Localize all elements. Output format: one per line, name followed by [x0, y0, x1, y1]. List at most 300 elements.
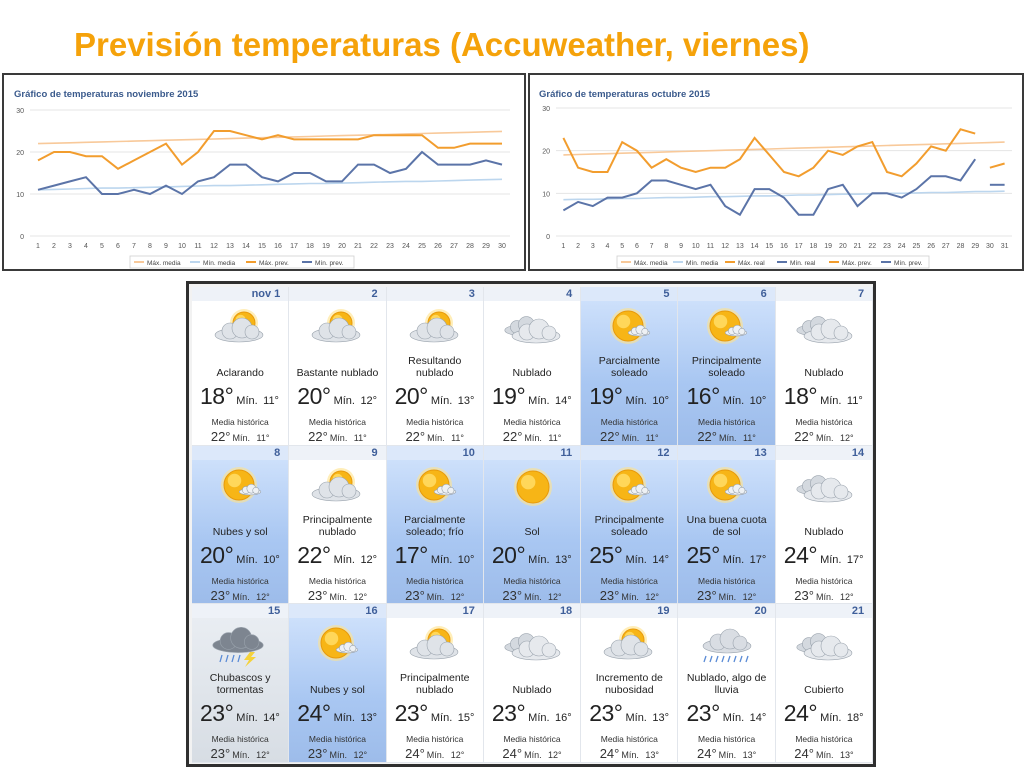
- day-number: 20: [754, 605, 767, 618]
- low-temp-label: Mín.: [430, 553, 453, 566]
- hist-low: 12°: [353, 591, 368, 602]
- x-tick-label: 26: [927, 243, 935, 250]
- day-number: 19: [657, 605, 670, 618]
- hist-high: 22°: [210, 429, 231, 444]
- low-temp: 13°: [360, 712, 378, 725]
- x-tick-label: 25: [912, 243, 921, 250]
- hist-high: 22°: [405, 429, 426, 444]
- historical-temps: [581, 587, 677, 605]
- historical-temps: [678, 428, 774, 446]
- low-temp-label: Mín.: [333, 395, 355, 407]
- series-line-4: [990, 164, 1005, 168]
- x-tick-label: 25: [418, 243, 426, 250]
- low-temp: 14°: [263, 712, 280, 725]
- temperature-row: [589, 700, 669, 727]
- series-line-3: [563, 159, 975, 215]
- historical-label: Media histórica: [406, 417, 464, 427]
- cloudy-icon: [790, 305, 860, 351]
- condition-text: [680, 508, 772, 538]
- x-tick-label: 29: [482, 243, 490, 250]
- day-number: 6: [760, 288, 767, 300]
- historical-label: Media histórica: [503, 734, 561, 745]
- high-temp: 24°: [783, 541, 818, 568]
- condition-text: [583, 349, 675, 379]
- condition-text: [389, 508, 481, 538]
- condition-text: [680, 666, 772, 696]
- hist-low: 12°: [839, 591, 854, 602]
- x-tick-label: 11: [706, 243, 715, 250]
- low-temp: 12°: [360, 553, 378, 566]
- hist-low: 13°: [645, 750, 659, 761]
- condition-text: [194, 666, 286, 696]
- chart-panel-noviembre: [2, 73, 526, 271]
- legend-label: Mín. prev.: [315, 260, 344, 267]
- x-tick-label: 24: [402, 243, 410, 250]
- x-tick-label: 10: [178, 243, 186, 250]
- historical-temps: [776, 745, 872, 763]
- historical-label: Media histórica: [308, 575, 367, 586]
- x-tick-label: 10: [691, 243, 700, 250]
- hist-low: 11°: [353, 433, 367, 443]
- low-temp: 17°: [749, 553, 767, 566]
- condition-label: Aclarando: [216, 367, 264, 379]
- legend-label: Mín. media: [203, 260, 236, 267]
- day-number: nov 1: [251, 288, 281, 300]
- condition-text: [778, 349, 870, 379]
- day-number: 14: [851, 446, 865, 459]
- hist-min-label: Mín.: [719, 433, 737, 443]
- x-tick-label: 23: [883, 243, 891, 250]
- hist-min-label: Mín.: [329, 433, 348, 443]
- partly-cloudy-icon: [303, 305, 373, 351]
- temperature-row: [200, 383, 279, 410]
- low-temp-label: Mín.: [528, 553, 550, 566]
- hist-low: 12°: [450, 591, 465, 602]
- hist-min-label: Mín.: [815, 750, 834, 761]
- x-tick-label: 27: [941, 243, 950, 250]
- condition-text: [291, 666, 383, 696]
- hist-high: 24°: [697, 746, 717, 762]
- high-temp: 23°: [686, 700, 720, 727]
- temperature-row: [395, 542, 475, 569]
- forecast-day-8[interactable]: [192, 446, 289, 605]
- day-number: 16: [365, 605, 378, 618]
- hist-high: 23°: [697, 587, 717, 603]
- hist-low: 11°: [548, 433, 562, 443]
- day-number: 15: [268, 605, 281, 618]
- historical-label: Media histórica: [795, 734, 853, 745]
- day-number: 13: [754, 446, 767, 459]
- forecast-day-17[interactable]: [387, 604, 484, 763]
- forecast-day-12[interactable]: [581, 446, 678, 605]
- series-line-2: [38, 131, 502, 169]
- condition-text: [389, 666, 481, 696]
- sun-cloud-icon: [206, 464, 276, 510]
- x-tick-label: 22: [370, 243, 378, 250]
- historical-temps: [776, 587, 872, 605]
- chart-title: Gráfico de temperaturas noviembre 2015: [14, 89, 199, 100]
- hist-high: 24°: [405, 746, 425, 762]
- condition-label: Principalmente soleado: [691, 355, 762, 379]
- forecast-day-13[interactable]: [678, 446, 775, 605]
- historical-temps: [776, 428, 872, 446]
- hist-min-label: Mín.: [815, 591, 834, 602]
- x-tick-label: 14: [242, 243, 250, 250]
- high-temp: 20°: [200, 541, 234, 568]
- hist-high: 22°: [697, 429, 717, 444]
- day-number: 7: [857, 288, 865, 300]
- day-number: 2: [371, 288, 378, 300]
- low-temp-label: Mín.: [625, 712, 647, 725]
- x-tick-label: 3: [68, 243, 72, 250]
- hist-low: 12°: [256, 750, 270, 761]
- low-temp-label: Mín.: [430, 395, 453, 407]
- temperature-row: [200, 542, 280, 569]
- storm-icon: [206, 622, 276, 668]
- temperature-row: [200, 700, 280, 727]
- x-tick-label: 13: [226, 243, 234, 250]
- condition-text: [680, 349, 772, 379]
- hist-low: 11°: [451, 433, 465, 443]
- x-tick-label: 16: [274, 243, 282, 250]
- x-tick-label: 17: [794, 243, 803, 250]
- low-temp-label: Mín.: [722, 395, 745, 407]
- hist-min-label: Mín.: [232, 433, 251, 443]
- forecast-day-4[interactable]: [484, 287, 581, 446]
- y-tick-label: 10: [16, 192, 24, 199]
- temperature-row: [589, 542, 669, 569]
- high-temp: 24°: [297, 700, 331, 727]
- historical-label: Media histórica: [600, 734, 658, 745]
- high-temp: 24°: [783, 700, 818, 727]
- x-tick-label: 15: [258, 243, 266, 250]
- hist-low: 12°: [353, 750, 368, 761]
- temperature-row: [784, 542, 864, 569]
- historical-temps: [387, 587, 483, 605]
- hist-high: 23°: [794, 587, 814, 603]
- legend-label: Máx. media: [147, 260, 181, 267]
- high-temp: 23°: [200, 700, 234, 727]
- hist-low: 11°: [742, 433, 756, 443]
- low-temp: 18°: [846, 712, 864, 725]
- sun-cloud-icon: [692, 464, 762, 510]
- forecast-day-11[interactable]: [484, 446, 581, 605]
- low-temp: 14°: [555, 395, 572, 407]
- condition-text: [486, 349, 578, 379]
- hist-high: 22°: [794, 429, 814, 444]
- day-number: 10: [462, 446, 475, 459]
- low-temp: 14°: [749, 712, 767, 725]
- low-temp: 13°: [555, 553, 572, 566]
- historical-temps: [192, 745, 288, 763]
- chart-octubre: [530, 75, 1022, 269]
- historical-label: Media histórica: [503, 417, 561, 427]
- high-temp: 22°: [297, 541, 331, 568]
- x-tick-label: 11: [194, 243, 202, 250]
- high-temp: 23°: [394, 700, 428, 727]
- high-temp: 23°: [589, 700, 623, 727]
- legend-label: Mín. prev.: [894, 260, 923, 267]
- hist-min-label: Mín.: [426, 750, 445, 761]
- x-tick-label: 21: [354, 243, 362, 250]
- forecast-day-6[interactable]: [678, 287, 775, 446]
- temperature-row: [297, 542, 377, 569]
- temperature-row: [589, 383, 669, 410]
- hist-high: 24°: [599, 746, 620, 762]
- low-temp: 10°: [263, 553, 280, 566]
- y-tick-label: 0: [20, 234, 24, 241]
- historical-temps: [289, 587, 385, 605]
- partly-cloudy-icon: [303, 464, 373, 510]
- low-temp-label: Mín.: [528, 395, 550, 407]
- partly-cloudy-icon: [401, 622, 471, 668]
- forecast-day-2[interactable]: [289, 287, 386, 446]
- forecast-day-7[interactable]: [776, 287, 873, 446]
- high-temp: 20°: [297, 383, 331, 409]
- low-temp-label: Mín.: [528, 712, 550, 725]
- hist-min-label: Mín.: [621, 433, 640, 443]
- historical-temps: [387, 428, 483, 446]
- historical-temps: [484, 745, 580, 763]
- x-tick-label: 29: [971, 243, 980, 250]
- forecast-day-15[interactable]: [192, 604, 289, 763]
- legend-label: Máx. prev.: [842, 260, 872, 267]
- low-temp: 11°: [263, 395, 279, 407]
- historical-label: Media histórica: [698, 417, 756, 427]
- x-tick-label: 28: [956, 243, 965, 250]
- historical-label: Media histórica: [795, 575, 853, 586]
- temperature-row: [297, 700, 377, 727]
- day-number: 3: [468, 288, 475, 300]
- hist-high: 23°: [599, 587, 620, 603]
- x-tick-label: 24: [897, 243, 906, 250]
- historical-label: Media histórica: [406, 575, 464, 586]
- hist-min-label: Mín.: [524, 433, 542, 443]
- condition-text: [778, 508, 870, 538]
- x-tick-label: 6: [116, 243, 120, 250]
- hist-min-label: Mín.: [718, 591, 737, 602]
- hist-high: 22°: [502, 429, 523, 444]
- x-tick-label: 8: [664, 243, 669, 250]
- historical-temps: [678, 587, 774, 605]
- condition-label: Principalmente nublado: [302, 513, 373, 538]
- historical-label: Media histórica: [211, 575, 269, 586]
- x-tick-label: 15: [765, 243, 774, 250]
- x-tick-label: 8: [148, 243, 152, 250]
- historical-label: Media histórica: [698, 734, 756, 745]
- historical-temps: [678, 745, 774, 763]
- y-tick-label: 0: [546, 234, 550, 241]
- x-tick-label: 1: [561, 243, 566, 250]
- condition-text: [486, 666, 578, 696]
- low-temp-label: Mín.: [820, 553, 842, 566]
- legend-label: Máx. prev.: [259, 260, 289, 267]
- hist-high: 23°: [210, 587, 231, 603]
- hist-min-label: Mín.: [815, 433, 834, 443]
- forecast-day-10[interactable]: [387, 446, 484, 605]
- hist-min-label: Mín.: [329, 750, 347, 761]
- forecast-calendar: [186, 281, 876, 767]
- historical-label: Media histórica: [600, 575, 658, 586]
- x-tick-label: 19: [322, 243, 330, 250]
- historical-temps: [484, 428, 580, 446]
- x-tick-label: 7: [649, 243, 654, 250]
- x-tick-label: 27: [450, 243, 458, 250]
- y-tick-label: 30: [16, 108, 24, 115]
- forecast-day-16[interactable]: [289, 604, 386, 763]
- x-tick-label: 12: [210, 243, 218, 250]
- x-tick-label: 14: [750, 243, 759, 250]
- high-temp: 18°: [200, 383, 234, 409]
- low-temp-label: Mín.: [820, 395, 842, 407]
- historical-label: Media histórica: [600, 417, 658, 427]
- day-number: 9: [371, 446, 378, 459]
- hist-high: 23°: [502, 587, 523, 603]
- partly-cloudy-icon: [595, 622, 665, 668]
- temperature-row: [492, 542, 572, 569]
- x-tick-label: 20: [338, 243, 346, 250]
- high-temp: 19°: [491, 383, 526, 409]
- hist-high: 23°: [307, 587, 328, 603]
- sun-icon: [498, 464, 568, 510]
- chart-panel-octubre: [528, 73, 1024, 271]
- x-tick-label: 9: [679, 243, 683, 250]
- condition-label: Principalmente soleado: [594, 513, 665, 538]
- hist-high: 22°: [600, 429, 620, 444]
- historical-temps: [289, 745, 385, 763]
- low-temp-label: Mín.: [625, 553, 647, 566]
- sun-cloud-icon: [595, 464, 665, 510]
- low-temp: 12°: [360, 395, 378, 407]
- hist-min-label: Mín.: [524, 591, 542, 602]
- hist-low: 12°: [548, 591, 562, 602]
- high-temp: 25°: [589, 541, 623, 568]
- legend-label: Máx. real: [738, 260, 765, 267]
- day-number: 17: [462, 605, 475, 618]
- hist-low: 11°: [645, 433, 659, 443]
- legend-label: Mín. real: [790, 260, 816, 267]
- condition-label: Nublado: [512, 684, 552, 697]
- day-number: 11: [560, 446, 573, 459]
- forecast-day-21[interactable]: [776, 604, 873, 763]
- high-temp: 20°: [491, 541, 526, 568]
- high-temp: 20°: [394, 383, 428, 409]
- sun-cloud-icon: [692, 305, 762, 351]
- forecast-day-3[interactable]: [387, 287, 484, 446]
- forecast-day-14[interactable]: [776, 446, 873, 605]
- historical-temps: [387, 745, 483, 763]
- forecast-day-5[interactable]: [581, 287, 678, 446]
- x-tick-label: 4: [605, 243, 610, 250]
- forecast-day-20[interactable]: [678, 604, 775, 763]
- day-number: 21: [851, 605, 865, 618]
- historical-temps: [581, 745, 677, 763]
- x-tick-label: 7: [132, 243, 136, 250]
- day-number: 12: [657, 446, 670, 459]
- cloudy-icon: [498, 305, 568, 351]
- condition-label: Nubes y sol: [212, 525, 268, 538]
- low-temp-label: Mín.: [236, 712, 258, 725]
- temperature-row: [492, 383, 572, 410]
- hist-min-label: Mín.: [329, 591, 347, 602]
- hist-high: 22°: [308, 429, 328, 444]
- partly-cloudy-icon: [206, 305, 276, 351]
- condition-text: [194, 508, 286, 538]
- x-tick-label: 2: [52, 243, 56, 250]
- hist-min-label: Mín.: [621, 750, 639, 761]
- chart-title: Gráfico de temperaturas octubre 2015: [539, 89, 711, 100]
- condition-label: Nublado, algo de lluvia: [686, 672, 767, 697]
- low-temp-label: Mín.: [333, 553, 355, 566]
- x-tick-label: 2: [576, 243, 581, 250]
- hist-min-label: Mín.: [232, 750, 250, 761]
- condition-label: Resultando nublado: [408, 355, 462, 379]
- low-temp: 10°: [652, 395, 669, 407]
- x-tick-label: 3: [590, 243, 595, 250]
- x-tick-label: 30: [498, 243, 506, 250]
- temperature-row: [297, 383, 377, 410]
- hist-high: 24°: [502, 746, 523, 762]
- low-temp-label: Mín.: [625, 395, 647, 407]
- low-temp: 11°: [846, 395, 863, 407]
- condition-label: Sol: [524, 525, 540, 538]
- x-tick-label: 12: [721, 243, 730, 250]
- condition-label: Nublado: [804, 525, 844, 538]
- temperature-row: [395, 700, 475, 727]
- x-tick-label: 1: [36, 243, 40, 250]
- forecast-day-1[interactable]: [192, 287, 289, 446]
- forecast-grid: [192, 287, 873, 763]
- historical-label: Media histórica: [698, 575, 756, 586]
- x-tick-label: 9: [164, 243, 168, 250]
- condition-text: [778, 666, 870, 696]
- hist-low: 11°: [256, 433, 270, 443]
- x-tick-label: 31: [1000, 243, 1009, 250]
- hist-high: 24°: [794, 746, 814, 762]
- low-temp: 14°: [652, 553, 669, 566]
- temperature-row: [395, 383, 475, 410]
- low-temp: 13°: [457, 395, 475, 407]
- x-tick-label: 6: [634, 243, 639, 250]
- hist-high: 23°: [405, 587, 425, 603]
- hist-min-label: Mín.: [427, 433, 445, 443]
- x-tick-label: 16: [780, 243, 788, 250]
- x-tick-label: 18: [809, 243, 818, 250]
- forecast-day-18[interactable]: [484, 604, 581, 763]
- forecast-day-9[interactable]: [289, 446, 386, 605]
- historical-label: Media histórica: [211, 417, 269, 427]
- hist-min-label: Mín.: [232, 591, 250, 602]
- hist-low: 12°: [645, 591, 659, 602]
- x-tick-label: 5: [100, 243, 104, 250]
- low-temp: 15°: [457, 712, 475, 725]
- historical-label: Media histórica: [406, 734, 464, 745]
- high-temp: 16°: [686, 383, 720, 409]
- condition-text: [486, 508, 578, 538]
- forecast-day-19[interactable]: [581, 604, 678, 763]
- high-temp: 23°: [491, 700, 526, 727]
- y-tick-label: 10: [542, 191, 550, 199]
- low-temp: 17°: [846, 553, 864, 566]
- historical-temps: [192, 587, 288, 605]
- historical-temps: [484, 587, 580, 605]
- hist-min-label: Mín.: [621, 591, 639, 602]
- condition-label: Chubascos y tormentas: [209, 672, 271, 697]
- historical-label: Media histórica: [795, 417, 853, 427]
- hist-low: 13°: [742, 750, 757, 761]
- x-tick-label: 30: [986, 243, 994, 250]
- low-temp: 10°: [749, 395, 767, 407]
